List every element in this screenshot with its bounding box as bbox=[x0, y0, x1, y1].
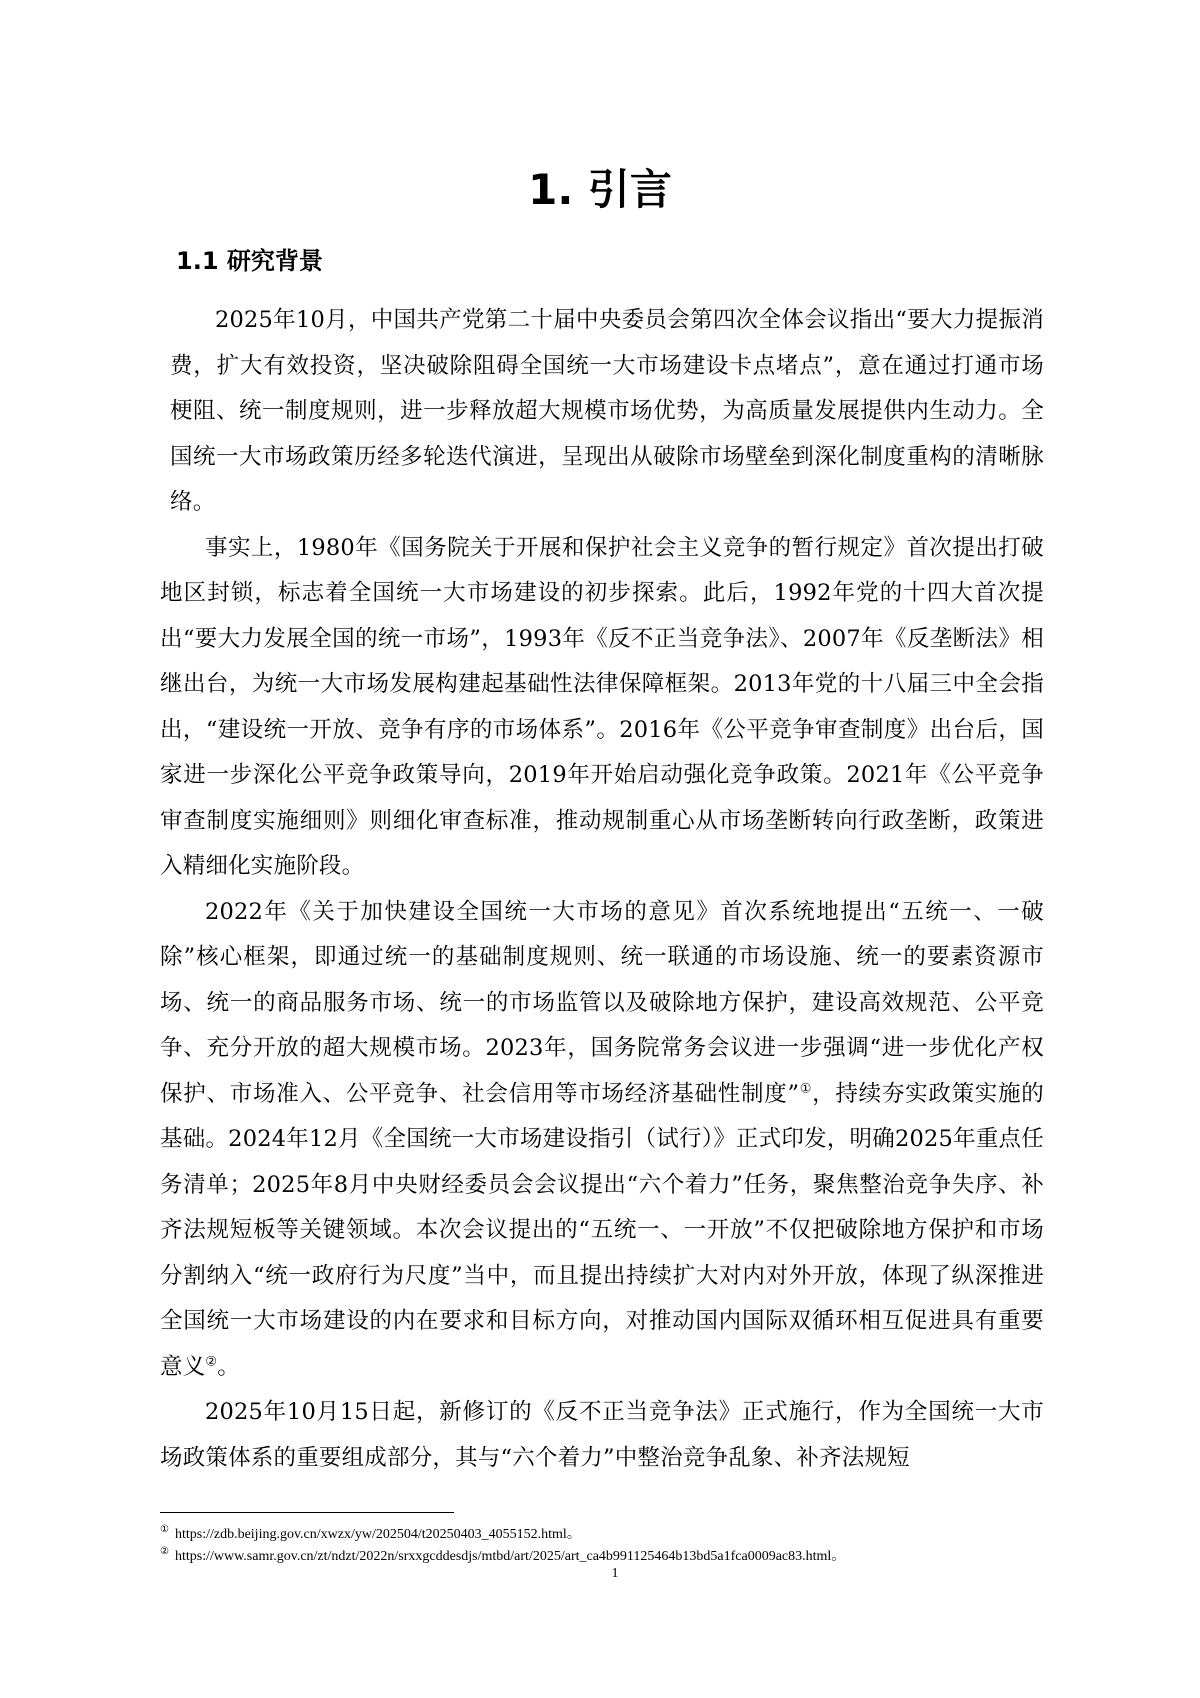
footnote-1 bbox=[160, 1524, 1060, 1546]
paragraph-1: 2025年10月，中国共产党第二十届中央委员会第四次全体会议指出“要大力提振消费，扩大有效投资，坚决破除阻碍全国统一大市场建设卡点堵点”，意在通过打通市场梗阻、统一制度规则，进一步释放超大规模市场优势，为高质量发展提供内生动力。全国统一大市场政策历经多轮迭代演进，呈现出从破除市场壁垒到深化制度重构的清晰脉络。 bbox=[170, 307, 1044, 515]
footnote-ref-2[interactable]: ② bbox=[205, 1354, 218, 1369]
paragraph-2: 事实上，1980年《国务院关于开展和保护社会主义竞争的暂行规定》首次提出打破地区封锁，标志着全国统一大市场建设的初步探索。此后，1992年党的十四大首次提出“要大力发展全国的统一市场”，1993年《反不正当竞争法》、2007年《反垄断法》相继出台，为统一大市场发展构建起基础性法律保障框架。2013年党的十八届三中全会指出，“建设统一开放、竞争有序的市场体系”。2016年《公平竞争审查制度》出台后，国家进一步深化公平竞争政策导向，2019年开始启动强化竞争政策。2021年《公平竞争审查制度实施细则》则细化审查标准，推动规制重心从市场垄断转向行政垄断，政策进入精细化实施阶段。 bbox=[160, 534, 1044, 879]
paragraph-3-part-b: ，持续夯实政策实施的基础。2024年12月《全国统一大市场建设指引（试行）》正式印发，明确2025年重点任务清单；2025年8月中央财经委员会会议提出“六个着力”任务，聚焦整治竞争失序、补齐法规短板等关键领域。本次会议提出的“五统一、一开放”不仅把破除地方保护和市场分割纳入“统一政府行为尺度”当中，而且提出持续扩大对内对外开放，体现了纵深推进全国统一大市场建设的内在要求和目标方向，对推动国内国际双循环相互促进具有重要意义 bbox=[160, 1080, 1044, 1380]
paragraph-3 bbox=[160, 890, 1044, 1391]
body-text bbox=[160, 298, 1044, 1481]
paragraph-4: 2025年10月15日起，新修订的《反不正当竞争法》正式施行，作为全国统一大市场政策体系的重要组成部分，其与“六个着力”中整治竞争乱象、补齐法规短 bbox=[160, 1399, 1044, 1471]
chapter-title: 1. 引言 bbox=[528, 165, 672, 214]
paragraph-3-part-a: 2022年《关于加快建设全国统一大市场的意见》首次系统地提出“五统一、一破除”核心框架，即通过统一的基础制度规则、统一联通的市场设施、统一的要素资源市场、统一的商品服务市场、统一的市场监管以及破除地方保护，建设高效规范、公平竞争、充分开放的超大规模市场。2023年，国务院常务会议进一步强调“进一步优化产权保护、市场准入、公平竞争、社会信用等市场经济基础性制度” bbox=[160, 898, 1044, 1107]
footnotes bbox=[160, 1524, 1060, 1568]
paragraph-3-part-c: 。 bbox=[217, 1353, 240, 1380]
footnote-divider bbox=[160, 1512, 454, 1513]
footnote-1-marker: ① bbox=[160, 1524, 169, 1536]
footnote-ref-1[interactable]: ① bbox=[799, 1081, 813, 1096]
page-number: 1 bbox=[611, 1566, 619, 1581]
footnote-2-marker: ② bbox=[160, 1546, 169, 1558]
footnote-1-link[interactable]: https://zdb.beijing.gov.cn/xwzx/yw/202504/t20250403_4055152.html。 bbox=[174, 1527, 581, 1542]
section-title: 1.1 研究背景 bbox=[176, 247, 323, 275]
footnote-2 bbox=[160, 1546, 1060, 1568]
footnote-2-link[interactable]: https://www.samr.gov.cn/zt/ndzt/2022n/srxxgcddesdjs/mtbd/art/2025/art_ca4b991125464b13bd5a1fca0009ac83.html。 bbox=[174, 1549, 846, 1564]
